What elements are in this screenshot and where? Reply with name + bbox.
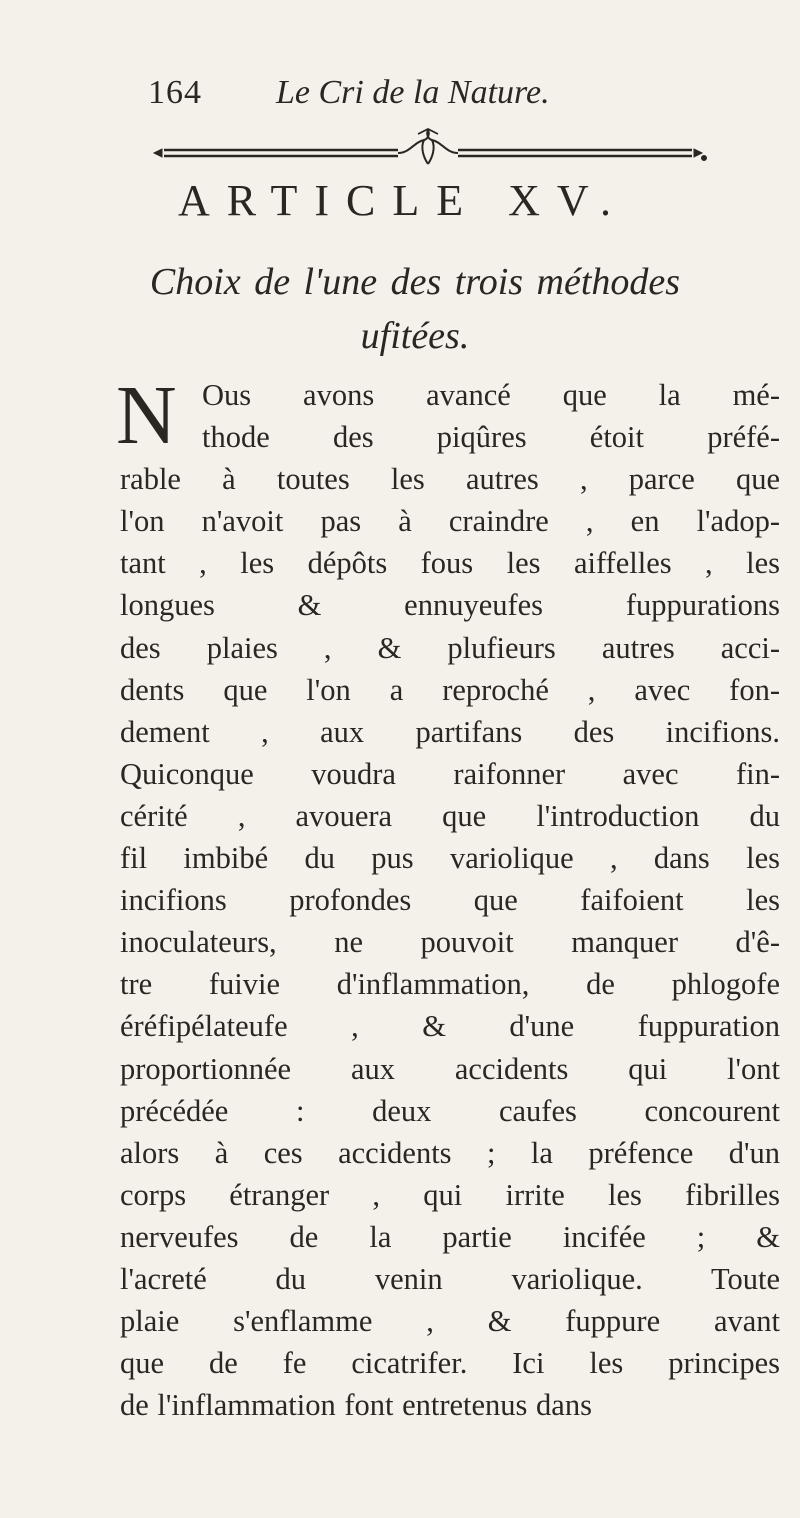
text-line: dents que l'on a reproché , avec fon-	[120, 672, 780, 707]
article-subtitle	[120, 255, 710, 363]
article-subtitle-line: ufitées.	[360, 315, 470, 357]
text-line: dement , aux partifans des incifions.	[120, 714, 780, 749]
article-heading: ARTICLE XV.	[178, 176, 628, 225]
text-line: Quiconque voudra raifonner avec fin-	[120, 756, 780, 791]
text-line: longues & ennuyeufes fuppurations	[120, 588, 780, 623]
running-title: Le Cri de la Nature.	[276, 74, 550, 111]
text-line: éréfipélateufe , & d'une fuppuration	[120, 1009, 780, 1044]
text-line: inoculateurs, ne pouvoit manquer d'ê-	[120, 925, 780, 960]
text-line: incifions profondes que faifoient les	[120, 883, 780, 918]
text-line: corps étranger , qui irrite les fibrilles	[120, 1177, 780, 1212]
drop-cap: N	[116, 369, 177, 462]
text-line: tre fuivie d'inflammation, de phlogofe	[120, 967, 780, 1002]
text-line: l'acreté du venin variolique. Toute	[120, 1261, 780, 1296]
text-line: précédée : deux caufes concourent	[120, 1093, 780, 1128]
text-line: que de fe cicatrifer. Ici les principes	[120, 1346, 780, 1381]
text-line: l'on n'avoit pas à craindre , en l'adop-	[120, 504, 780, 539]
text-line: rable à toutes les autres , parce que	[120, 462, 780, 497]
text-line-second: thode des piqûres étoit préfé-	[202, 420, 780, 455]
text-line: tant , les dépôts fous les aiffelles , les	[120, 546, 780, 581]
text-line: proportionnée aux accidents qui l'ont	[120, 1051, 780, 1086]
page-number: 164	[148, 74, 202, 111]
article-subtitle-line: Choix de l'une des trois méthodes	[149, 261, 681, 303]
text-line: nerveufes de la partie incifée ; &	[120, 1219, 780, 1254]
text-line: fil imbibé du pus variolique , dans les	[120, 841, 780, 876]
decorative-rule-with-fleuron-icon	[148, 128, 708, 168]
text-line: alors à ces accidents ; la préfence d'un	[120, 1135, 780, 1170]
text-line: des plaies , & plufieurs autres acci-	[120, 630, 780, 665]
text-line: de l'inflammation font entretenus dans	[120, 1388, 592, 1423]
text-line: plaie s'enflamme , & fuppure avant	[120, 1304, 780, 1339]
body-text	[116, 369, 780, 1426]
running-head	[148, 74, 748, 124]
text-line: cérité , avouera que l'introduction du	[120, 798, 780, 833]
text-line-first: Ous avons avancé que la mé-	[202, 378, 780, 412]
